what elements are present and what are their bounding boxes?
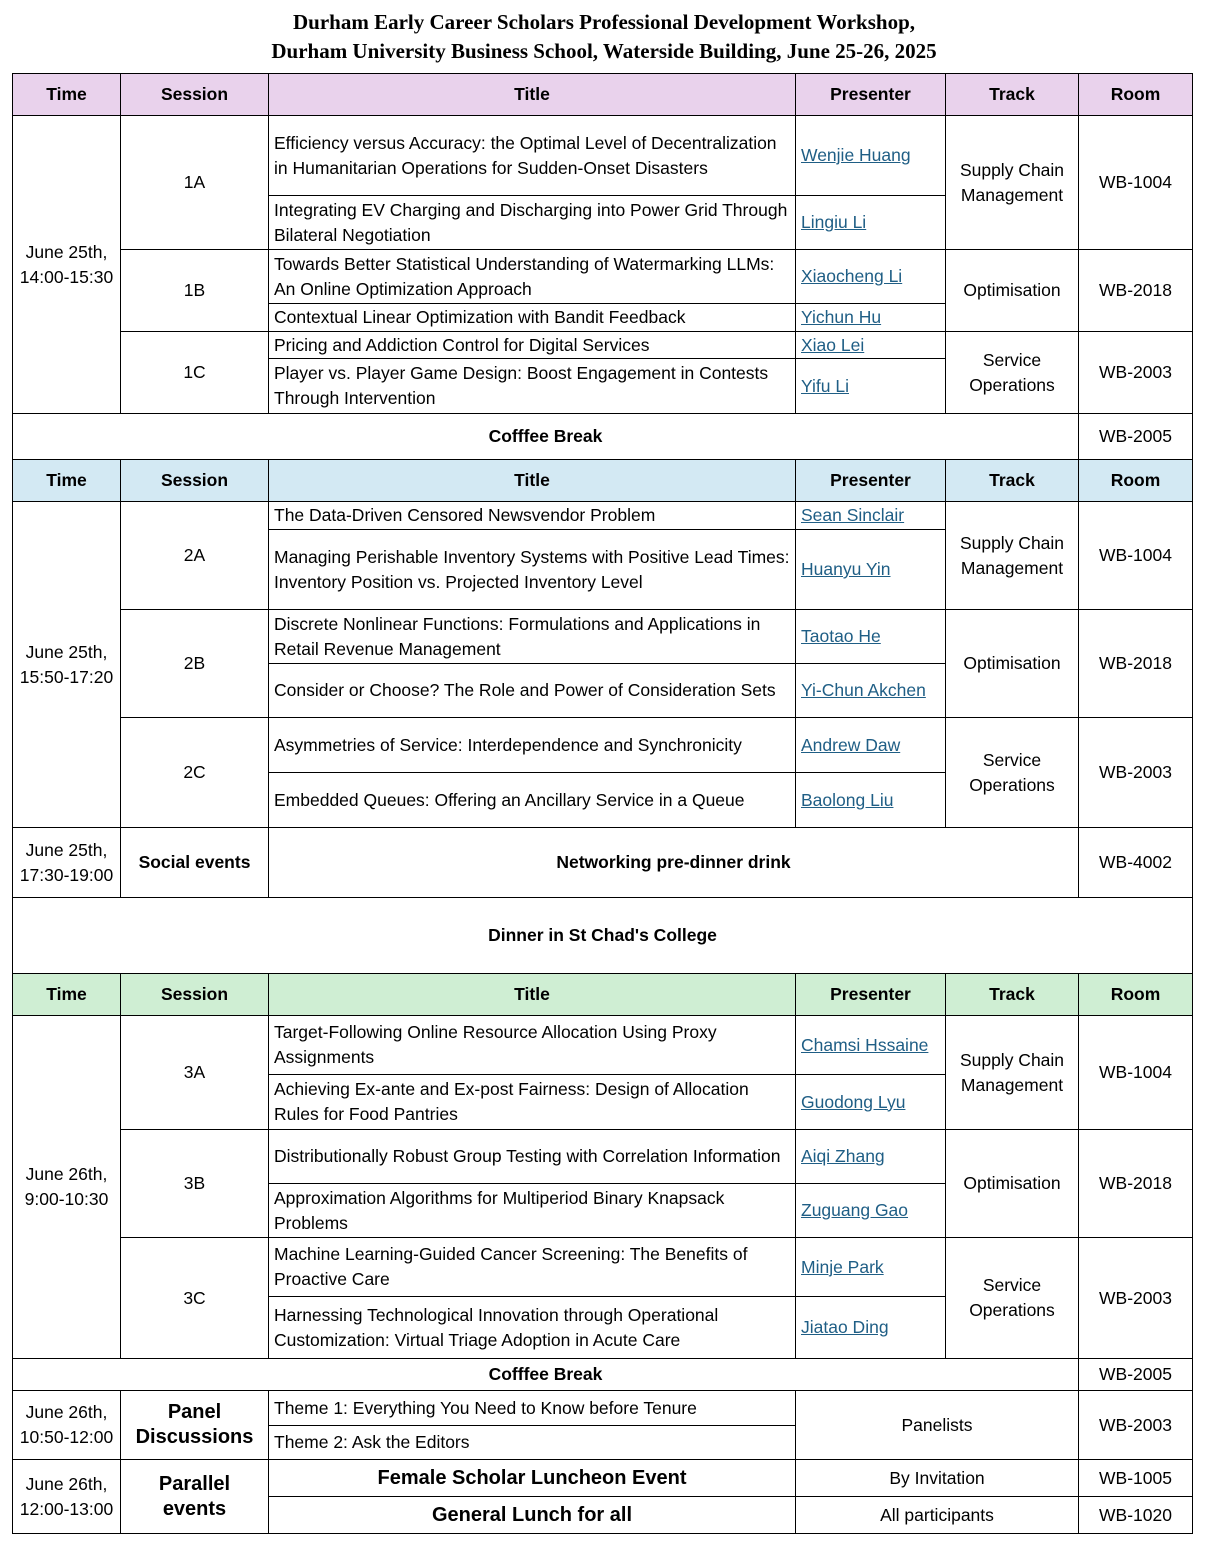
header-time: Time xyxy=(13,74,121,116)
parallel-row xyxy=(13,1460,1193,1497)
time-cell: June 25th, 14:00-15:30 xyxy=(13,116,121,414)
table-row xyxy=(13,1016,1193,1075)
room-cell: WB-2018 xyxy=(1079,610,1193,718)
table-row xyxy=(13,1238,1193,1297)
event-title: Female Scholar Luncheon Event xyxy=(269,1460,796,1497)
header-session: Session xyxy=(121,460,269,502)
presenter-link[interactable]: Wenjie Huang xyxy=(796,116,946,196)
room-cell: WB-2005 xyxy=(1079,414,1193,460)
session-label: Panel Discussions xyxy=(121,1391,269,1460)
header-track: Track xyxy=(946,460,1079,502)
event-title: Networking pre-dinner drink xyxy=(269,828,1079,898)
panel-theme: Theme 2: Ask the Editors xyxy=(269,1426,796,1460)
session-label: Social events xyxy=(121,828,269,898)
talk-title: Asymmetries of Service: Interdependence and Synchronicity xyxy=(269,718,796,773)
track-cell: Supply Chain Management xyxy=(946,116,1079,250)
time-cell: June 26th, 9:00-10:30 xyxy=(13,1016,121,1359)
room-cell: WB-1004 xyxy=(1079,116,1193,250)
talk-title: Harnessing Technological Innovation through Operational Customization: Virtual Triage Adoption in Acute Care xyxy=(269,1297,796,1359)
session-id: 2A xyxy=(121,502,269,610)
header-session: Session xyxy=(121,74,269,116)
table-row xyxy=(13,116,1193,196)
table-row xyxy=(13,332,1193,359)
track-cell: Supply Chain Management xyxy=(946,1016,1079,1130)
track-cell: Service Operations xyxy=(946,1238,1079,1359)
event-presenter: By Invitation xyxy=(796,1460,1079,1497)
table-row xyxy=(13,250,1193,304)
room-cell: WB-2003 xyxy=(1079,718,1193,828)
social-events-row xyxy=(13,828,1193,898)
talk-title: Consider or Choose? The Role and Power of Consideration Sets xyxy=(269,664,796,718)
header-presenter: Presenter xyxy=(796,460,946,502)
header-session: Session xyxy=(121,974,269,1016)
table-row xyxy=(13,718,1193,773)
presenter-link[interactable]: Xiao Lei xyxy=(796,332,946,359)
presenter-link[interactable]: Lingiu Li xyxy=(796,196,946,250)
track-cell: Supply Chain Management xyxy=(946,502,1079,610)
presenter-link[interactable]: Chamsi Hssaine xyxy=(796,1016,946,1075)
dinner-row xyxy=(13,898,1193,974)
talk-title: Embedded Queues: Offering an Ancillary Service in a Queue xyxy=(269,773,796,828)
event-presenter: All participants xyxy=(796,1497,1079,1534)
room-cell: WB-2003 xyxy=(1079,332,1193,414)
track-cell: Optimisation xyxy=(946,610,1079,718)
time-cell: June 25th, 15:50-17:20 xyxy=(13,502,121,828)
room-cell: WB-2003 xyxy=(1079,1391,1193,1460)
table-row xyxy=(13,1130,1193,1184)
schedule-table xyxy=(12,73,1193,1534)
track-cell: Service Operations xyxy=(946,332,1079,414)
coffee-break-label: Cofffee Break xyxy=(13,414,1079,460)
room-cell: WB-2003 xyxy=(1079,1238,1193,1359)
talk-title: Achieving Ex-ante and Ex-post Fairness: Design of Allocation Rules for Food Pantries xyxy=(269,1075,796,1130)
session-id: 2B xyxy=(121,610,269,718)
talk-title: Approximation Algorithms for Multiperiod Binary Knapsack Problems xyxy=(269,1184,796,1238)
event-title: General Lunch for all xyxy=(269,1497,796,1534)
talk-title: Contextual Linear Optimization with Bandit Feedback xyxy=(269,304,796,332)
header-row xyxy=(13,974,1193,1016)
header-time: Time xyxy=(13,460,121,502)
session-id: 1A xyxy=(121,116,269,250)
presenter-link[interactable]: Minje Park xyxy=(796,1238,946,1297)
talk-title: Towards Better Statistical Understanding of Watermarking LLMs: An Online Optimization Approach xyxy=(269,250,796,304)
track-cell: Optimisation xyxy=(946,250,1079,332)
header-row xyxy=(13,74,1193,116)
header-presenter: Presenter xyxy=(796,74,946,116)
talk-title: Distributionally Robust Group Testing with Correlation Information xyxy=(269,1130,796,1184)
document-title: Durham Early Career Scholars Professional Development Workshop, xyxy=(292,10,916,34)
talk-title: The Data-Driven Censored Newsvendor Problem xyxy=(269,502,796,530)
talk-title: Managing Perishable Inventory Systems with Positive Lead Times: Inventory Position vs. Projected Inventory Level xyxy=(269,530,796,610)
session-id: 3B xyxy=(121,1130,269,1238)
track-cell: Optimisation xyxy=(946,1130,1079,1238)
document-subtitle: Durham University Business School, Waterside Building, June 25-26, 2025 xyxy=(271,39,937,63)
talk-title: Target-Following Online Resource Allocation Using Proxy Assignments xyxy=(269,1016,796,1075)
session-id: 1C xyxy=(121,332,269,414)
header-track: Track xyxy=(946,74,1079,116)
room-cell: WB-4002 xyxy=(1079,828,1193,898)
session-id: 3A xyxy=(121,1016,269,1130)
presenter-link[interactable]: Andrew Daw xyxy=(796,718,946,773)
room-cell: WB-2018 xyxy=(1079,250,1193,332)
talk-title: Pricing and Addiction Control for Digital Services xyxy=(269,332,796,359)
time-cell: June 26th, 10:50-12:00 xyxy=(13,1391,121,1460)
time-cell: June 26th, 12:00-13:00 xyxy=(13,1460,121,1534)
presenter-link[interactable]: Xiaocheng Li xyxy=(796,250,946,304)
header-title: Title xyxy=(269,974,796,1016)
track-cell: Service Operations xyxy=(946,718,1079,828)
session-id: 3C xyxy=(121,1238,269,1359)
time-cell: June 25th, 17:30-19:00 xyxy=(13,828,121,898)
header-presenter: Presenter xyxy=(796,974,946,1016)
panel-theme: Theme 1: Everything You Need to Know before Tenure xyxy=(269,1391,796,1426)
header-title: Title xyxy=(269,460,796,502)
talk-title: Efficiency versus Accuracy: the Optimal Level of Decentralization in Humanitarian Operations for Sudden-Onset Disasters xyxy=(269,116,796,196)
room-cell: WB-2005 xyxy=(1079,1359,1193,1391)
presenter-link[interactable]: Yichun Hu xyxy=(796,304,946,332)
presenter-link[interactable]: Yifu Li xyxy=(796,359,946,414)
header-time: Time xyxy=(13,974,121,1016)
room-cell: WB-1004 xyxy=(1079,502,1193,610)
presenter-link[interactable]: Jiatao Ding xyxy=(796,1297,946,1359)
talk-title: Integrating EV Charging and Discharging into Power Grid Through Bilateral Negotiation xyxy=(269,196,796,250)
coffee-break-label: Cofffee Break xyxy=(13,1359,1079,1391)
table-row xyxy=(13,502,1193,530)
presenter-link[interactable]: Taotao He xyxy=(796,610,946,664)
presenter-link[interactable]: Baolong Liu xyxy=(796,773,946,828)
header-track: Track xyxy=(946,974,1079,1016)
presenter-link[interactable]: Aiqi Zhang xyxy=(796,1130,946,1184)
presenter-link[interactable]: Sean Sinclair xyxy=(796,502,946,530)
presenter-link[interactable]: Huanyu Yin xyxy=(796,530,946,610)
session-label: Parallel events xyxy=(121,1460,269,1534)
presenter-link[interactable]: Yi-Chun Akchen xyxy=(796,664,946,718)
presenter-link[interactable]: Zuguang Gao xyxy=(796,1184,946,1238)
panel-presenter: Panelists xyxy=(796,1391,1079,1460)
room-cell: WB-2018 xyxy=(1079,1130,1193,1238)
room-cell: WB-1004 xyxy=(1079,1016,1193,1130)
talk-title: Discrete Nonlinear Functions: Formulations and Applications in Retail Revenue Management xyxy=(269,610,796,664)
coffee-break-row xyxy=(13,1359,1193,1391)
header-title: Title xyxy=(269,74,796,116)
coffee-break-row xyxy=(13,414,1193,460)
talk-title: Machine Learning-Guided Cancer Screening: The Benefits of Proactive Care xyxy=(269,1238,796,1297)
dinner-label: Dinner in St Chad's College xyxy=(13,898,1193,974)
header-room: Room xyxy=(1079,74,1193,116)
room-cell: WB-1020 xyxy=(1079,1497,1193,1534)
presenter-link[interactable]: Guodong Lyu xyxy=(796,1075,946,1130)
header-row xyxy=(13,460,1193,502)
talk-title: Player vs. Player Game Design: Boost Engagement in Contests Through Intervention xyxy=(269,359,796,414)
header-room: Room xyxy=(1079,974,1193,1016)
session-id: 2C xyxy=(121,718,269,828)
table-row xyxy=(13,610,1193,664)
room-cell: WB-1005 xyxy=(1079,1460,1193,1497)
panel-row xyxy=(13,1391,1193,1426)
session-id: 1B xyxy=(121,250,269,332)
header-room: Room xyxy=(1079,460,1193,502)
